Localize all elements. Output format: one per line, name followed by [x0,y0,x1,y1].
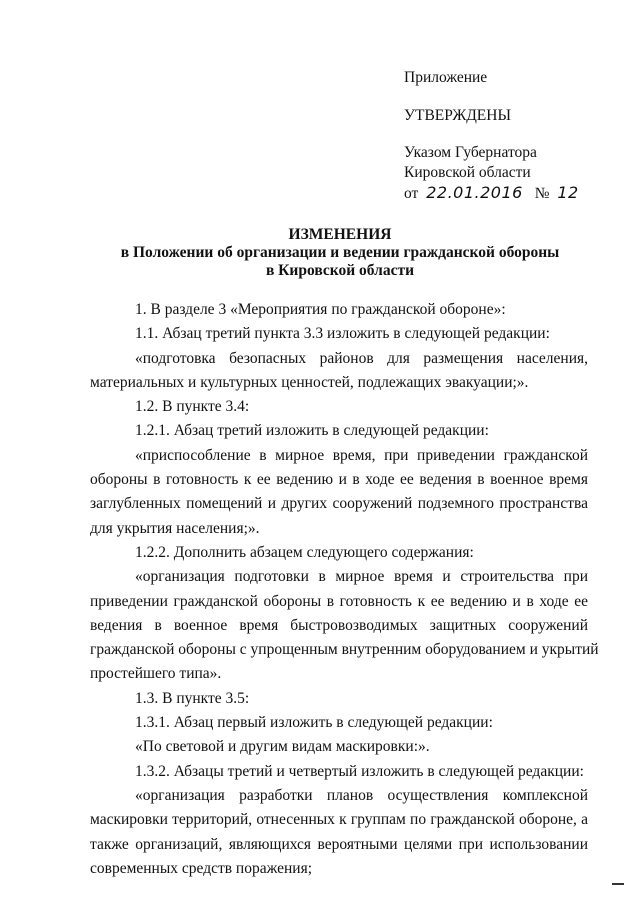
paragraph-line: «организация подготовки в мирное время и строительства при [135,568,588,586]
paragraph [90,565,599,686]
paragraph-line: приведении гражданской обороны в готовность к ее ведению и в ходе ее [90,592,588,610]
document-title [90,226,590,280]
paragraph-line: гражданской обороны с упрощенным внутренним оборудованием и укрытий [90,641,599,659]
paragraph [90,687,588,711]
paragraph [90,419,588,443]
paragraph-line: «По световой и другим видам маскировки:». [135,738,430,756]
appendix-label: Приложение [404,69,488,86]
paragraph-line: также организаций, являющихся вероятными целями при использовании [90,835,588,853]
paragraph-line: заглубленных помещений и других сооружений подземного пространства [90,495,588,513]
paragraph-line: маскировки территорий, отнесенных к группам по гражданской обороне, а [90,811,588,829]
paragraph [90,322,588,346]
approved-label: УТВЕРЖДЕНЫ [404,107,511,124]
decree-line-2: Кировской области [404,164,531,181]
from-label: от [404,185,419,202]
decree-date-line [404,183,624,204]
title-line-2: в Положении об организации и ведении гражданской обороны [120,244,560,261]
paragraph-line: ведения в военное время быстровозводимых защитных сооружений [90,616,588,634]
title-line-3: в Кировской области [265,262,415,279]
paragraph [90,395,588,419]
paragraph [90,760,588,784]
paragraph-line: 1.3.1. Абзац первый изложить в следующей редакции: [135,714,493,732]
paragraph [90,298,588,322]
paragraph [90,541,588,565]
paragraph-line: 1. В разделе 3 «Мероприятия по гражданской обороне»: [135,301,506,318]
paragraph [90,735,588,759]
paragraph-line: «приспособление в мирное время, при приведении гражданской [135,446,588,464]
paragraph [90,347,588,396]
paragraph [90,711,588,735]
paragraph-line: 1.3.2. Абзацы третий и четвертый изложить в следующей редакции: [135,762,584,780]
paragraph-line: 1.3. В пункте 3.5: [135,689,250,707]
paragraph-line: 1.1. Абзац третий пункта 3.3 изложить в следующей редакции: [135,325,550,343]
scan-mark [612,883,624,885]
paragraph-line: «организация разработки планов осуществления комплексной [135,786,588,804]
paragraph-line: материальных и культурных ценностей, подлежащих эвакуации;». [90,373,529,391]
paragraph [90,784,588,881]
decree-date: 22.01.2016 [426,183,523,202]
paragraph-line: 1.2. В пункте 3.4: [135,398,250,416]
decree-line-1: Указом Губернатора [404,144,537,161]
paragraph-line: обороны в готовность к ее ведению и в ходе ее ведения в военное время [90,471,588,489]
paragraph-line: простейшего типа». [90,665,222,683]
approval-block [404,68,624,204]
number-sign: № [534,185,550,202]
paragraph-line: 1.2.1. Абзац третий изложить в следующей редакции: [135,422,489,440]
paragraph-line: 1.2.2. Дополнить абзацем следующего содержания: [135,543,474,561]
document-body [90,298,599,881]
decree-number: 12 [557,183,579,202]
paragraph-line: «подготовка безопасных районов для размещения населения, [135,349,588,367]
paragraph-line: современных средств поражения; [90,859,313,877]
paragraph-line: для укрытия населения;». [90,519,260,537]
paragraph [90,444,588,541]
title-line-1: ИЗМЕНЕНИЯ [288,226,392,243]
